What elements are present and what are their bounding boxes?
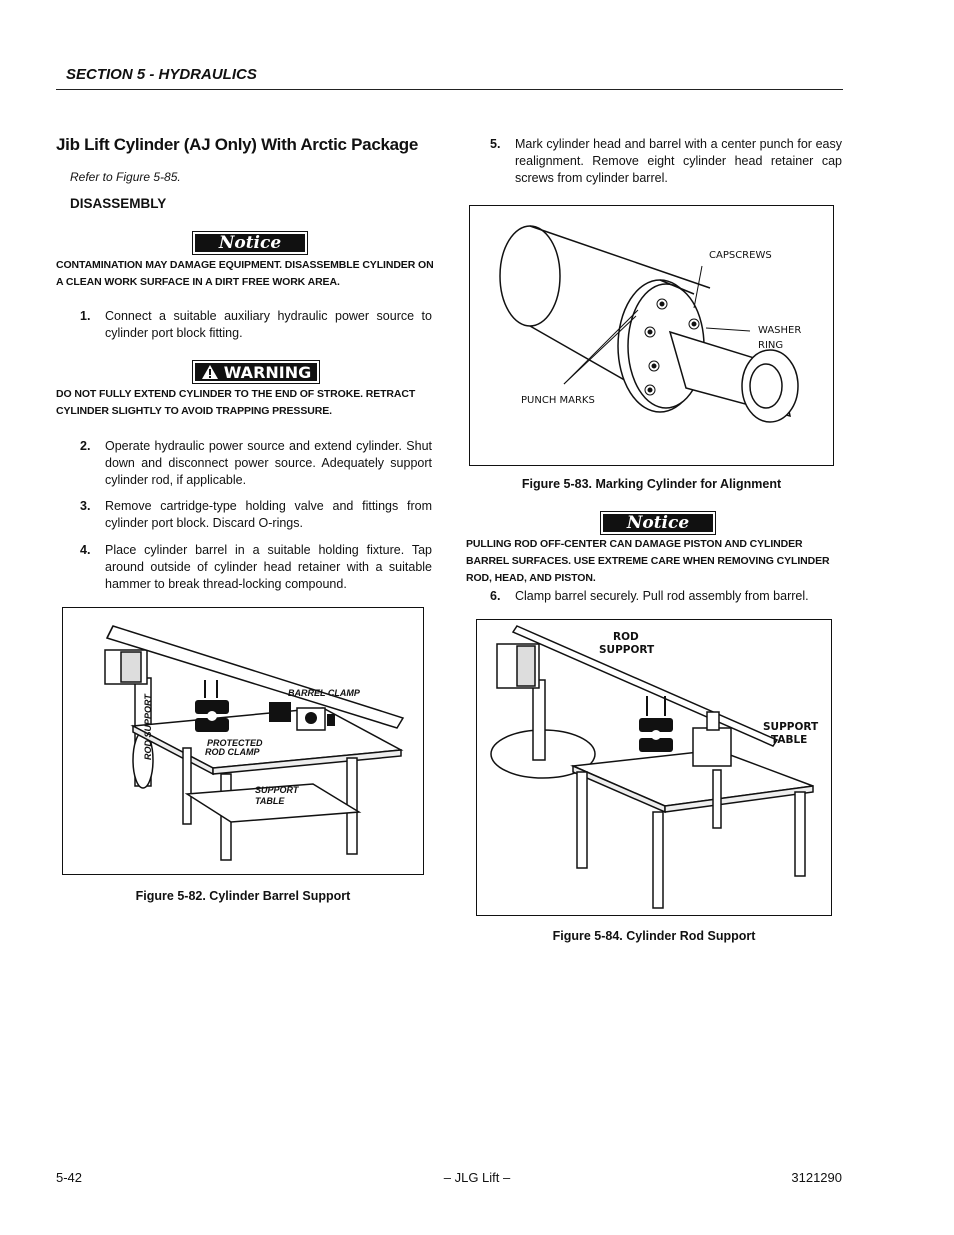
label-rod-support: ROD SUPPORT xyxy=(143,694,153,760)
step-3 xyxy=(80,498,432,532)
label-rod-clamp: ROD CLAMP xyxy=(205,747,260,757)
figure-cylinder-rod-support xyxy=(476,619,832,916)
step-number: 1. xyxy=(80,309,91,323)
label-table: TABLE xyxy=(771,734,808,746)
subheading-disassembly: DISASSEMBLY xyxy=(70,196,167,211)
notice-text: PULLING ROD OFF-CENTER CAN DAMAGE PISTON AND CYLINDER BARREL SURFACES. USE EXTREME CARE WHEN REMOVING CYLINDER ROD, HEAD, AND PISTON. xyxy=(466,538,830,584)
step-text: Place cylinder barrel in a suitable holding fixture. Tap around outside of cylinder head retainer with a suitable hammer to break thread-locking compound. xyxy=(105,543,432,591)
label-support: SUPPORT xyxy=(255,785,299,795)
page-title: Jib Lift Cylinder (AJ Only) With Arctic Package xyxy=(56,135,419,154)
caption-fig-83: Figure 5-83. Marking Cylinder for Alignment xyxy=(521,477,782,491)
protected-rod-clamp-shape xyxy=(195,680,229,732)
warning-label: WARNING xyxy=(223,362,312,382)
step-number: 6. xyxy=(490,589,501,603)
footer-brand: – JLG Lift – xyxy=(443,1170,511,1185)
label-barrel-clamp: BARREL CLAMP xyxy=(288,688,360,698)
header-rule xyxy=(56,89,843,90)
step-number: 3. xyxy=(80,499,91,513)
step-text: Remove cartridge-type holding valve and fittings from cylinder port block. Discard O-rings. xyxy=(105,499,432,530)
rod-support-illustration xyxy=(477,620,831,915)
label-washer: WASHER xyxy=(758,325,802,336)
warning-text: DO NOT FULLY EXTEND CYLINDER TO THE END OF STROKE. RETRACT CYLINDER SLIGHTLY TO AVOID TRAPPING PRESSURE. xyxy=(56,388,416,417)
label-capscrews: CAPSCREWS xyxy=(709,250,772,261)
section-header: SECTION 5 - HYDRAULICS xyxy=(66,66,257,83)
notice-badge: Notice xyxy=(192,231,308,255)
step-text: Operate hydraulic power source and extend cylinder. Shut down and disconnect power source. Adequately support cylinder rod, if applicable. xyxy=(105,439,432,487)
step-text: Mark cylinder head and barrel with a center punch for easy realignment. Remove eight cylinder head retainer cap screws from cylinder barrel. xyxy=(515,137,842,185)
figure-reference: Refer to Figure 5-85. xyxy=(70,170,181,184)
label-table: TABLE xyxy=(255,796,285,806)
step-number: 4. xyxy=(80,543,91,557)
figure-marking-cylinder xyxy=(469,205,834,466)
marking-cylinder-illustration xyxy=(470,206,833,465)
label-support: SUPPORT xyxy=(763,721,819,733)
label-rod: ROD xyxy=(613,631,639,643)
notice-badge: Notice xyxy=(600,511,716,535)
caption-fig-84: Figure 5-84. Cylinder Rod Support xyxy=(552,929,756,943)
label-rod-support: SUPPORT xyxy=(599,644,655,656)
warning-triangle-icon xyxy=(201,364,219,380)
step-1 xyxy=(80,308,432,342)
document-number: 3121290 xyxy=(791,1170,842,1185)
step-number: 2. xyxy=(80,439,91,453)
step-text: Clamp barrel securely. Pull rod assembly from barrel. xyxy=(515,589,809,603)
step-5 xyxy=(490,136,842,187)
barrel-support-illustration xyxy=(63,608,423,874)
warning-badge xyxy=(192,360,320,384)
page-number: 5-42 xyxy=(56,1170,83,1185)
step-4 xyxy=(80,542,432,593)
label-punch-marks: PUNCH MARKS xyxy=(521,395,595,406)
step-text: Connect a suitable auxiliary hydraulic power source to cylinder port block fitting. xyxy=(105,309,432,340)
caption-fig-82: Figure 5-82. Cylinder Barrel Support xyxy=(135,889,351,903)
step-number: 5. xyxy=(490,137,501,151)
label-protected: PROTECTED xyxy=(207,738,263,748)
notice-text: CONTAMINATION MAY DAMAGE EQUIPMENT. DISASSEMBLE CYLINDER ON A CLEAN WORK SURFACE IN A DIRT FREE WORK AREA. xyxy=(56,259,434,288)
label-ring: RING xyxy=(758,340,784,351)
step-6 xyxy=(490,588,842,605)
step-2 xyxy=(80,438,432,489)
figure-cylinder-barrel-support xyxy=(62,607,424,875)
